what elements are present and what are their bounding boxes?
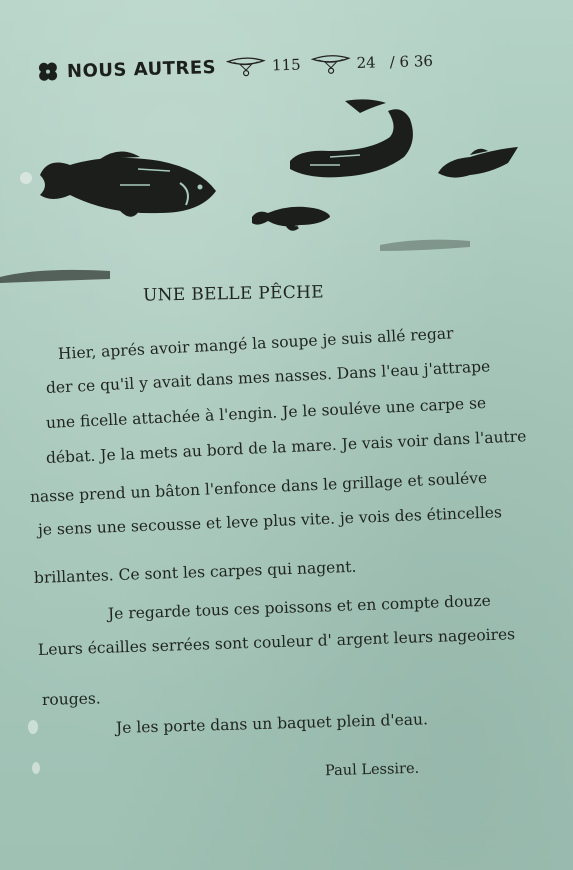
- article-line: une ficelle attachée à l'engin. Je le souléve une carpe se: [45, 394, 487, 432]
- article-line: je sens une secousse et leve plus vite. je vois des étincelles: [37, 503, 503, 539]
- article-line: der ce qu'il y avait dans mes nasses. Dans l'eau j'attrape: [45, 357, 491, 397]
- author-signature: Paul Lessire.: [324, 760, 420, 780]
- issue-date: / 6 36: [389, 51, 434, 72]
- article-line: rouges.: [41, 689, 101, 709]
- magazine-title: NOUS AUTRES: [66, 56, 217, 82]
- article-title: UNE BELLE PÊCHE: [142, 282, 325, 306]
- article-line: débat. Je la mets au bord de la mare. Je vais voir dans l'autre: [45, 427, 527, 467]
- article-line: nasse prend un bâton l'enfonce dans le grillage et souléve: [29, 468, 488, 506]
- issue-number: 115: [271, 55, 301, 75]
- article-line: Je regarde tous ces poissons et en compte douze: [107, 591, 492, 623]
- article-line: Je les porte dans un baquet plein d'eau.: [115, 710, 429, 737]
- page-number: 24: [356, 53, 376, 73]
- article-line: brillantes. Ce sont les carpes qui nagent.: [33, 557, 357, 587]
- article-line: Hier, aprés avoir mangé la soupe je suis allé regar: [57, 324, 454, 363]
- article-line: Leurs écailles serrées sont couleur d' argent leurs nageoires: [37, 625, 516, 659]
